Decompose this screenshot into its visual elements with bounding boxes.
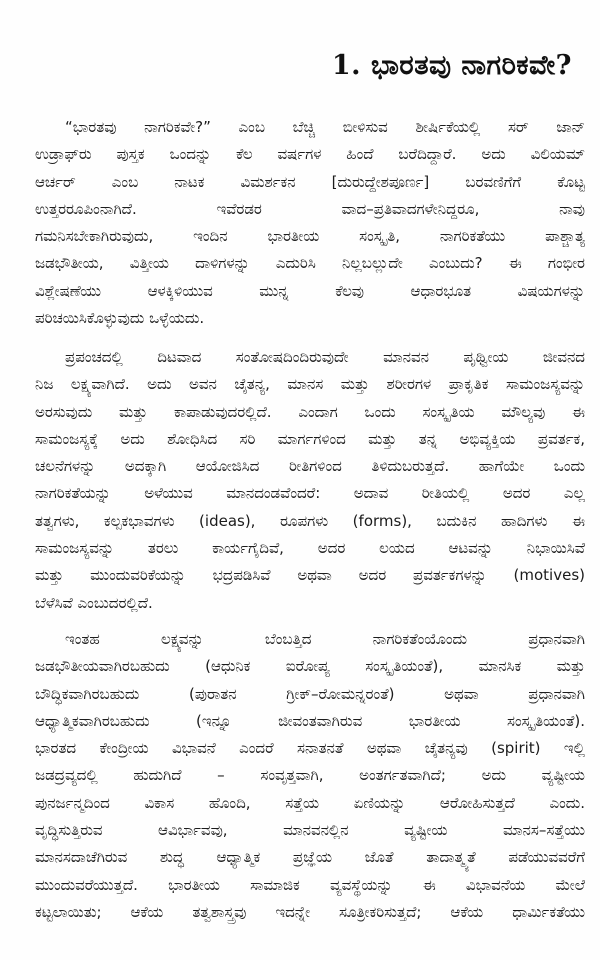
text-line: ಪ್ರಪಂಚದಲ್ಲಿ ದಿಟವಾದ ಸಂತೋಷದಿಂದಿರುವುದೇ ಮಾನವನ ಪೃಥ್ವೀಯ ಜೀವನದ: [65, 348, 585, 366]
text-line: ಭಾರತದ ಕೇಂದ್ರೀಯ ವಿಭಾವನೆ ಎಂದರೆ ಸನಾತನತೆ ಅಥವಾ ಚೈತನ್ಯವು (spirit) ಇಲ್ಲಿ: [35, 739, 585, 758]
text-line: ಜಡಭೌತೀಯ, ವಿತ್ತೀಯ ದಾಳಿಗಳನ್ನು ಎದುರಿಸಿ ನಿಲ್ಲಬಲ್ಲುದೇ ಎಂಬುದು? ಈ ಗಂಭೀರ: [35, 254, 585, 273]
text-line: “ಭಾರತವು ನಾಗರಿಕವೇ?” ಎಂಬ ಬೆಚ್ಚಿ ಬೀಳಿಸುವ ಶೀರ್ಷಿಕೆಯಲ್ಲಿ ಸರ್ ಜಾನ್: [65, 118, 585, 136]
text-line: ಜಡಭೌತೀಯವಾಗಿರಬಹುದು (ಆಧುನಿಕ ಐರೋಪ್ಯ ಸಂಸ್ಕೃತಿಯಂತೆ), ಮಾನಸಿಕ ಮತ್ತು: [35, 657, 585, 676]
text-line: ಉತ್ತರರೂಪಿಂನಾಗಿದೆ. ಇವೆರಡರ ವಾದ–ಪ್ರತಿವಾದಗಳೇನಿದ್ದರೂ, ನಾವು: [35, 199, 585, 218]
text-line: ವಿಶ್ಲೇಷಣೆಯು ಆಳಕ್ಕಿಳಿಯುವ ಮುನ್ನ ಕೆಲವು ಆಧಾರಭೂತ ವಿಷಯಗಳನ್ನು: [35, 281, 585, 300]
text-line: ಇಂತಹ ಲಕ್ಷ್ಯವನ್ನು ಬೆಂಬತ್ತಿದ ನಾಗರಿಕತೆಂಯೊಂದು ಪ್ರಧಾನವಾಗಿ: [65, 630, 585, 648]
text-line: ಪುನರ್ಜನ್ಮದಿಂದ ವಿಕಾಸ ಹೊಂದಿ, ಸತ್ತೆಯ ಏಣಿಯನ್ನು ಆರೋಹಿಸುತ್ತದೆ ಎಂದು.: [35, 793, 585, 812]
text-line: ಆರ್ಚರ್ ಎಂಬ ನಾಟಕ ವಿಮರ್ಶಕನ [ದುರುದ್ದೇಶಪೂರ್ಣ] ಬರವಣಿಗೆಗೆ ಕೊಟ್ಟ: [35, 172, 585, 191]
text-line: ಪರಿಚಯಿಸಿಕೊಳ್ಳುವುದು ಒಳ್ಳೆಯದು.: [35, 309, 205, 328]
text-line: ಮತ್ತು ಮುಂದುವರಿಕೆಯನ್ನು ಭದ್ರಪಡಿಸಿವೆ ಅಥವಾ ಅದರ ಪ್ರವರ್ತಕಗಳನ್ನು (motives): [35, 566, 585, 585]
text-line: ಗಮನಿಸಬೇಕಾಗಿರುವುದು, ಇಂದಿನ ಭಾರತೀಯ ಸಂಸ್ಕೃತಿ, ನಾಗರಿಕತೆಯು ಪಾಶ್ಚಾತ್ಯ: [35, 227, 585, 246]
text-line: ಆಧ್ಯಾತ್ಮಿಕವಾಗಿರಬಹುದು (ಇನ್ನೂ ಜೀವಂತವಾಗಿರುವ ಭಾರತೀಯ ಸಂಸ್ಕೃತಿಯಂತೆ).: [35, 711, 585, 730]
text-line: ಜಡದ್ರವ್ಯದಲ್ಲಿ ಹುದುಗಿದೆ – ಸಂವೃತ್ತವಾಗಿ, ಅಂತರ್ಗತವಾಗಿದೆ; ಅದು ವ್ಯಷ್ಟೀಯ: [35, 766, 585, 785]
paragraph-1: [35, 114, 585, 332]
text-line: ವೃದ್ಧಿಸುತ್ತಿರುವ ಆವಿರ್ಭಾವವು, ಮಾನವನಲ್ಲಿನ ವ್ಯಷ್ಟೀಯ ಮಾನಸ–ಸತ್ತೆಯು: [35, 821, 585, 840]
text-line: ಅರಸುವುದು ಮತ್ತು ಕಾಪಾಡುವುದರಲ್ಲಿದೆ. ಎಂದಾಗ ಒಂದು ಸಂಸ್ಕೃತಿಯ ಮೌಲ್ಯವು ಈ: [35, 402, 585, 421]
text-line: ಮುಂದುವರೆಯುತ್ತದೆ. ಭಾರತೀಯ ಸಾಮಾಜಿಕ ವ್ಯವಸ್ಥೆಯನ್ನು ಈ ವಿಭಾವನೆಯ ಮೇಲೆ: [35, 875, 585, 894]
text-line: ಬೆಳೆಸಿವೆ ಎಂಬುದರಲ್ಲಿದೆ.: [35, 593, 153, 612]
text-line: ತತ್ವಗಳು, ಕಲ್ಪಕಭಾವಗಳು (ideas), ರೂಪಗಳು (forms), ಬದುಕಿನ ಹಾದಿಗಳು ಈ: [35, 511, 585, 530]
text-line: ಉಡ್ರಾಫ್‌ರು ಪುಸ್ತಕ ಒಂದನ್ನು ಕೆಲ ವರ್ಷಗಳ ಹಿಂದೆ ಬರೆದಿದ್ದಾರೆ. ಅದು ವಿಲಿಯಮ್: [35, 145, 585, 164]
text-line: ಬೌದ್ಧಿಕವಾಗಿರಬಹುದು (ಪುರಾತನ ಗ್ರೀಕ್–ರೋಮನ್ನರಂತೆ) ಅಥವಾ ಪ್ರಧಾನವಾಗಿ: [35, 684, 585, 703]
text-line: ಸಾಮಂಜಸ್ಯಕ್ಕೆ ಅದು ಶೋಧಿಸಿದ ಸರಿ ಮಾರ್ಗಗಳಿಂದ ಮತ್ತು ತನ್ನ ಅಭಿವ್ಯಕ್ತಿಯ ಪ್ರವರ್ತಕ,: [35, 429, 585, 448]
text-line: ಕಟ್ಟಲಾಯಿತು; ಆಕೆಯ ತತ್ವಶಾಸ್ತ್ರವು ಇದನ್ನೇ ಸೂತ್ರೀಕರಿಸುತ್ತದೆ; ಆಕೆಯ ಧಾರ್ಮಿಕತೆಯು: [35, 902, 585, 921]
text-line: ಚಲನೆಗಳನ್ನು ಅದಕ್ಕಾಗಿ ಆಯೋಜಿಸಿದ ರೀತಿಗಳಿಂದ ತಿಳಿದುಬರುತ್ತದೆ. ಹಾಗೆಯೇ ಒಂದು: [35, 457, 585, 476]
text-line: ನಿಜ ಲಕ್ಷ್ಯವಾಗಿದೆ. ಅದು ಅವನ ಚೈತನ್ಯ, ಮಾನಸ ಮತ್ತು ಶರೀರಗಳ ಪ್ರಾಕೃತಿಕ ಸಾಮಂಜಸ್ಯವನ್ನು: [35, 375, 585, 394]
paragraph-3: [35, 626, 585, 926]
chapter-title: 1. ಭಾರತವು ನಾಗರಿಕವೇ?: [331, 50, 572, 81]
text-line: ಮಾನಸದಾಚೆಗಿರುವ ಶುದ್ಧ ಆಧ್ಯಾತ್ಮಿಕ ಪ್ರಜ್ಞೆಯ ಜೊತೆ ತಾದಾತ್ಮ್ಯತೆ ಪಡೆಯುವವರೆಗೆ: [35, 848, 585, 867]
paragraph-2: [35, 344, 585, 617]
text-line: ನಾಗರಿಕತೆಯನ್ನು ಅಳೆಯುವ ಮಾನದಂಡವೆಂದರೆ: ಅದಾವ ರೀತಿಯಲ್ಲಿ ಅದರ ಎಲ್ಲ: [35, 484, 585, 503]
text-line: ಸಾಮಂಜಸ್ಯವನ್ನು ತರಲು ಕಾರ್ಯಗೈದಿವೆ, ಅದರ ಲಯದ ಆಟವನ್ನು ನಿಭಾಯಿಸಿವೆ: [35, 539, 585, 558]
